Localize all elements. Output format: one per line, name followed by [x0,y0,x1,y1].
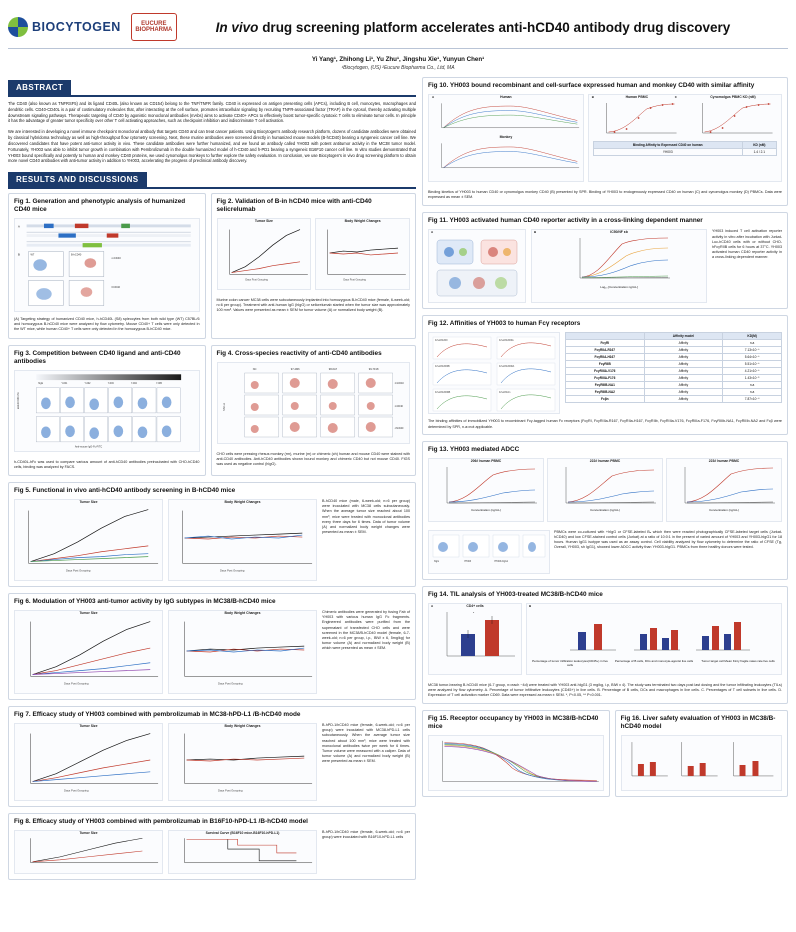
svg-text:Fc\u03b3RIIIA: Fc\u03b3RIIIA [499,365,515,369]
figure-13-panel-2-title: 222# human PBMC [589,458,621,463]
biocytogen-mark-icon [8,17,28,37]
poster-columns [8,77,788,907]
figure-5-panel [8,482,416,587]
figure-5-chart-a [14,499,163,581]
svg-text:Y-004: Y-004 [130,382,137,385]
figure-11-panel [422,212,788,309]
figure-7-caption: B-hPD-1/hCD40 mice (female, 6-week-old; n=6 per group) were inoculated with MC38-hPD-L1 cells subcutaneously. When the average tumor size reached about 100 mm³, mice were treated with monoclonal antibodies twice per week for 6 times. Tumor volume were measured with a caliper. Data of tumor volume (A) and normalized body weight (B) were presented as mean ± SEM. [322,722,410,764]
figure-10-panel [422,77,788,206]
figure-14-title: Fig 14. TIL analysis of YH003-treated MC38/B-hCD40 mice [428,590,603,598]
figure-7-title: Fig 7. Efficacy study of YH003 combined with pembrolizumab in MC38-hPD-L1 /B-hCD40 mode [14,710,301,718]
figure-10-monkey-pbmc-title: Cynomolgus PBMC KD (nM) [710,95,756,99]
figure-10-title: Fig 10. YH003 bound recombinant and cell-surface expressed human and monkey CD40 with similar affinity [428,82,755,89]
figure-4-title: Fig 4. Cross-species reactivity of anti-CD40 antibodies [216,349,382,357]
figure-13-title: Fig 13. YH003 mediated ADCC [428,445,520,453]
figure-8-title: Fig 8. Efficacy study of YH003 combined with pembrolizumab in B16F10-hPD-L1 /B-hCD40 model [14,817,308,825]
table-row: Fcβn Affinity 7.87×10⁻⁸ [566,396,782,403]
col-kd: KD(M) [723,333,782,340]
figure-13-panel [422,441,788,580]
svg-text:Fc\u03b3RIIA: Fc\u03b3RIIA [499,339,514,343]
figure-13-xlabel-1: Concentration (ng/mL) [471,507,501,512]
svg-text:A: A [17,224,20,229]
figure-11-schematic: A [428,229,526,303]
title-italic-part: In vivo [215,19,259,35]
figure-8-chart-a [14,830,163,874]
figure-13-chart-2 [547,458,663,522]
abstract-label: ABSTRACT [8,80,71,95]
svg-text:Fc\u03b3RIIB: Fc\u03b3RIIB [435,365,450,369]
figure-11-title: Fig 11. YH003 activated human CD40 reporter activity in a cross-linking dependent manner [428,217,703,225]
abstract-para-1: The CD40 (also known as TNFRSF5) and its ligand CD40L (also known as CD154) belong to the TNF/TNFR family. CD40 is expressed on antigen presenting cells (APCs), including B cell, monocytes, macrophages and dendritic cells. CD40-CD40L is a pair of costimulatory molecules that, after interacting at the cell surface, promotes intracellular signaling by recruiting TNFR-associated factor (TRAF) in the cytosol, thereby activating multiple downstream signaling pathways. Therapeutic targeting of CD40 by agonistic monoclonal antibodies (mAbs) aims to activate CD40+ APCs to effectively boost tumor-specific cytotoxic T cells to eliminate tumor cells. In principle it has the advantage of greater tumor specificity over other T cell activating approaches, such as checkpoint inhibition and indiscriminate T cell activation. [8,101,416,124]
figure-6-caption: Chimeric antibodies were generated by fusing Fab of YH003 with various human IgG Fc fragments. Engineered antibodies were purified from the supernatant of transfected CHO cells and were screened in the MC38/B-hCD40 model (female, 6-7-week-old; n=6 per group, i.p., BIW x 6, 5mg/kg) for tumor volume (A) and normalized body weight (B) which were presented as mean ± SEM. [322,609,410,651]
figure-6-chart-a [14,610,163,694]
figure-2-panel [211,193,417,339]
figure-1-panel [8,193,206,339]
figure-5-caption: B-hCD40 mice (male, 6-week-old; n=6 per group) were inoculated with MC38 cells subcutaneously. When the average tumor size reached about 100 mm³, mice were treated with monoclonal antibodies every three days for 6 times. Data of tumor volume (A) and normalized body weight changes were presented as mean ± SEM. [322,498,410,535]
svg-text:Days Post Grouping: Days Post Grouping [64,682,89,686]
figure-14-bar-chart: A CD4+ cells * [428,603,522,675]
figure-5-chart-a-title: Tumor Size [79,499,98,504]
table-row: FcγRIIA-H167 Affinity 5.64×10⁻⁶ [566,354,782,361]
svg-text:Y-005: Y-005 [156,382,162,385]
figure-13-xlabel-2: Concentration (ng/mL) [590,507,620,512]
poster-header [8,6,788,49]
figure-10-monkey-title: Monkey [499,135,513,139]
figure-10-human-title: Human [500,95,512,99]
svg-text:Days Post Grouping: Days Post Grouping [244,278,268,282]
figure-12-panel [422,315,788,434]
table-row: FcγRIIIB-NA2 Affinity n.a [566,389,782,396]
svg-text:Days Post Grouping: Days Post Grouping [343,278,367,282]
affiliation-line: ¹Biocytogen, (US) ²Eucure Biopharma Co., Ltd, MA [341,65,455,71]
svg-text:YH003: YH003 [464,560,472,563]
figure-6-title: Fig 6. Modulation of YH003 anti-tumor activity by IgG subtypes in MC38/B-hCD40 mice [14,597,276,605]
figure-8-caption: B-hPD-1/hCD40 mice (female, 6-week-old; n=6 per group) were inoculated with B16F10-hPD-L1 cells [322,829,410,840]
abstract-section-bar [8,77,416,97]
figure-10-kd-table: Binding Affinity to Expressed CD40 on human KD (nM) YH003 1.4 / 2.1 [593,141,777,156]
col-receptor [566,333,645,340]
svg-text:hCD40: hCD40 [111,286,120,290]
figure-14-subcap-1: Percentage of tumor infiltration leukocytes(CD45+) in live cells [532,658,608,667]
svg-text:WT: WT [30,253,35,257]
biocytogen-logo-text: BIOCYTOGEN [32,20,121,34]
figure-1-title: Fig 1. Generation and phenotypic analysis of humanized CD40 mice [14,198,186,214]
svg-text:YH003-hIgG1: YH003-hIgG1 [494,560,509,563]
svg-text:SSC-A: SSC-A [222,402,226,411]
figure-7-chart-a [14,723,163,801]
figure-3-caption: h-CD40L-hFc was used to compare various amount of anti-hCD40 antibodies preincubated with CHO-hCD40 cells, binding was analyzed by FACS. [14,459,200,469]
figure-15-image [428,735,604,791]
figure-7-chart-b [168,723,317,801]
figure-14-panel [422,586,788,705]
svg-text:*: * [473,610,475,615]
figure-7-chart-a-title: Tumor Size [79,723,98,728]
svg-text:rmCD40: rmCD40 [394,381,404,385]
figure-10-caption: Binding kinetics of YH003 to human CD40 or cynomolgus monkey CD40 (B) presented by SPR. Binding of YH003 to endogenously expressed CD40 on human (C) and cynomolgus monkey (D) PBMCs. Data were expressed as mean ± SEM. [428,190,782,200]
svg-text:Fc\u03b3RIIIB: Fc\u03b3RIIIB [435,391,451,395]
figure-6-chart-a-title: Tumor Size [79,610,98,615]
affinity-table-body [566,340,782,403]
figure-2-chart-a [217,218,312,290]
svg-text:Y-002: Y-002 [84,382,91,385]
svg-text:chCD40: chCD40 [394,426,403,430]
figure-6-chart-b-title: Body Weight Changes [224,610,261,615]
svg-text:Fc\u03b3RI: Fc\u03b3RI [435,339,448,343]
figure-12-title: Fig 12. Affinities of YH003 to human Fcγ receptors [428,320,581,328]
figure-14-subcap-3: Tumor target cell Mean Kinty fragile nates rate live cells [701,658,775,663]
figure-16-image [621,735,782,791]
figure-3-image [14,370,200,452]
svg-text:Days Post Grouping: Days Post Grouping [218,789,243,793]
svg-text:B-hCD40: B-hCD40 [71,253,82,257]
figure-8-chart-a-title: Tumor Size [79,830,98,835]
figure-6-chart-b [168,610,317,694]
figure-1-caption: (A) Targeting strategy of humanized CD40 mice, h-hCD40L (S8) spleocytes from both wild type (WT) C57BL/6 and homozygous B-hCD40 mice were analyzed by flow cytometry. Mouse CD40+ T cells were only detected in the WT mice, while human CD40+ T cells were only detected in the homozygous B-hCD40 mice. [14,317,200,332]
svg-text:Y-001: Y-001 [61,382,68,385]
figure-12-affinity-table [565,332,782,403]
results-label: RESULTS AND DISCUSSIONS [8,172,147,187]
figure-13-flow-panel [428,530,550,574]
biocytogen-logo [8,17,121,37]
figure-5-chart-b [168,499,317,581]
figure-8-chart-b-title: Survival Curve (B16F10 mice-B16F10-hPD-L1) [205,830,280,835]
figure-14-caption: MC38 tumor-bearing B-hCD40 mice (6-7 group, n=each ~4d) were treated with YH003 anti-hIgG1 (3 mg/kg, i.p, BIW x 4). The study was terminated two days post last dosing and the tumor infiltrating leukocytes (TILs) were analyzed by flow cytometry. A. Percentage of tumor infiltrative leukocytes (CD45+) in live cells. B. Percentage of B cells, DCs and macrophages in live cells. C. Percentages of T cell subsets in live cells. D. Expression of T cell activation marker CD69. Data were expressed as mean ± SEM. *, P<0.05, ** P<0.001. [428,682,782,698]
results-section-bar [8,169,416,189]
svg-text:99-7F18: 99-7F18 [368,367,378,371]
logo-group [8,13,198,41]
svg-text:Days Post Grouping: Days Post Grouping [65,569,91,573]
col-model: Affinity model [644,333,723,340]
figure-13-panel-1-title: 206# human PBMC [470,458,502,463]
abstract-text [8,101,416,164]
svg-text:Fc\u03b2n: Fc\u03b2n [499,391,511,395]
figure-4-caption: CHO cells were pressing rhesus monkey (rm), murine (m) or chimeric (ch) human and mouse CD40 were stained with anti-CD40 antibodies. Anti-hCD40 antibodies shown bound monkey and chimeric CD40 but not mouse CD40. FIGS was used as negative control (hIgG). [216,451,410,466]
figure-8-chart-b [168,830,317,874]
figure-6-panel [8,593,416,700]
figure-15-title: Fig 15. Receptor occupancy by YH003 in MC38/B-hCD40 mice [428,715,599,731]
svg-text:Y-003: Y-003 [107,382,114,385]
figure-11-caption: YH003 induced T cell activation reporter activity in vitro after incubation with Jurkat-Luc-hCD40 cells with or without CHO-hFcγRIIB cells for 6 hours at 37°C. YH003 activated human CD40 reporter activity in a cross-linking dependent manner. [712,229,782,260]
figure-2-chart-a-title: Tumor Size [254,219,273,224]
figure-16-title: Fig 16. Liver safety evaluation of YH003 in MC38/B-hCD40 model [620,715,776,731]
eucure-logo-text: EUCURE BIOPHARMA [135,20,173,33]
svg-text:Days Post Grouping: Days Post Grouping [219,569,245,573]
page-title [198,20,788,35]
svg-text:hIgG: hIgG [38,382,44,385]
figure-3-title: Fig 3. Competition between CD40 ligand and anti-CD40 antibodies [14,349,181,365]
svg-text:B: B [17,252,20,257]
figure-14-til-panels: B Percentage of tumor infiltration leukocytes(CD45+) in live cells Percentage of B cells, DCs and monocyte-agonist live cells Tumor target cell Mean Kinty fragile nates rate live cells [526,603,782,675]
svg-text:Days Post Grouping: Days Post Grouping [64,789,89,793]
figure-13-chart-1 [428,458,544,522]
figure-10-pbmc-charts: B C Human PBMC Cynomolgus PBMC KD (nM) Binding Affinity to Expressed CD40 on human KD (nM) YH003 1.4 / 2.1 [588,94,782,182]
figure-13-chart-3 [666,458,782,522]
figure-12-caption: The binding affinities of immobilized YH003 to recombinant Fcγ-tagged human Fc receptors (FcγRI, FcγRIIIa-R167, FcγRIIa-H167, FcγRIIb, FcγRIIIa-V176, FcγRIIIa-F176, FcγRIIIb-NA1, FcγRIIIb-NA2 and Fcβ were determined by SPR, n.a=not applicable. [428,419,782,429]
svg-text:Anti-mouse IgG-Fc-FITC: Anti-mouse IgG-Fc-FITC [74,445,103,449]
table-row: FcγRIIB Affinity 5.51×10⁻⁶ [566,361,782,368]
svg-text:NC: NC [252,367,256,371]
table-row: FcγRIIIA-V176 Affinity 4.21×10⁻⁶ [566,368,782,375]
svg-text:97-4M6: 97-4M6 [290,367,300,371]
title-rest: drug screening platform accelerates anti-hCD40 antibody drug discovery [258,19,731,35]
figure-14-chart-title: CD4+ cells [466,603,484,608]
figure-2-caption: Murine colon cancer MC38 cells were subcutaneously implanted into homozygous B-hCD40 mice (female, 6-week-old; n=6 per group). Treatment with anti-human IgG (hIgG) or selicrelumab started when the tumor size was approximately 100 mm³. Values were presented as mean ± SEM for tumor volume (A) or normalized body weight (B). [216,298,410,313]
right-column [422,77,788,907]
figure-8-panel [8,813,416,880]
figure-2-chart-b-title: Body Weight Changes [344,219,381,224]
figure-1-image [14,218,200,312]
svg-text:mCD40: mCD40 [394,404,403,408]
figure-12-spr-grid [428,332,560,414]
figure-10-human-pbmc-title: Human PBMC [625,95,649,99]
table-row: FcγRI Affinity n.a [566,340,782,347]
svg-text:98-6A7: 98-6A7 [328,367,337,371]
left-column [8,77,416,907]
figure-4-panel [211,345,417,476]
figure-11-xlabel: Log₁₀ [Concentration ng/mL] [600,285,638,290]
figure-7-panel [8,706,416,807]
figure-13-caption: PBMCs were co-cultured with +hIgG or CFSE-labeled Bₐ which then were reacted photographically CFSE-labeled target cells (Jurkat-hCD40) and low CFSE-stained control cells (Jurkat) at a ratio of 10:0:1 in the present of varied amount of YH003 and YH003-hIgG1 for 18 hours. Human IgG1 isotype was used as an assay control. Cell viability analyzed by flow cytometry to determine the ratio of CFSE (Tg, Overall, YH003, sh IgG1), showed lower ADCC activity than YH003-hIgG1. PBMCs from three healthy donors were tested. [554,529,782,550]
author-line: Yi Yang¹, Zhihong Li¹, Yu Zhu¹, Jingshu Xie¹, Yunyun Chen¹ [311,56,485,63]
svg-text:hIgG: hIgG [434,560,439,563]
table-row: FcγRIIIA-F176 Affinity 1.43×10⁻⁵ [566,375,782,382]
abstract-para-2: We are interested in developing a novel immune checkpoint monoclonal antibody that targets CD40 and can treat cancer patients. Using Biocytogen's antibody research platform, dozens of candidate antibodies were obtained by classical hybridoma technology as well as high-throughput flow cytometry screening. Next, these murine antibodies were screened directly in humanized mouse models (B-hCD40) bearing a syngeneic cancer cell line. We discovered candidates that have potent anti-tumor activity in vivo. These candidate antibodies were further humanized, and we found an antibody called YH003 with potent antitumor activity in the MC38 tumor model. Fortunately, YH003 was able to inhibit tumor growth in combination with Pembrolizumab in the double humanized model of h-CD40 and h-PD1 bearing a syngeneic B16F10 cancer cell line. In vitro studies demonstrated that YH003 bound specifically and potently to human and monkey CD40 proteins, we used cynomolgus monkeys to further explore the safety evaluation. In conclusion, we use Biocytogen's in vivo drug screening platform to obtain more novel CD40 antibodies with anti-tumor activity in addition to YH003, accelerating the progress of preclinical antibody discovery. [8,129,416,164]
figure-3-panel [8,345,206,476]
figure-13-xlabel-3: Concentration (ng/mL) [709,507,739,512]
svg-text:anti-hCD40-PE: anti-hCD40-PE [16,391,20,409]
table-row: FcγRIIA-R167 Affinity 7.13×10⁻⁶ [566,347,782,354]
eucure-logo [131,13,177,41]
figure-2-chart-b [315,218,410,290]
figure-13-panel-3-title: 223# human PBMC [708,458,740,463]
figure-10-spr-charts: A Human Monkey [428,94,584,182]
table-row: FcγRIIIB-NA1 Affinity n.a [566,382,782,389]
figure-16-panel [615,710,788,797]
figure-5-title: Fig 5. Functional in vivo anti-hCD40 antibody screening in B-hCD40 mice [14,486,236,494]
figure-4-image [217,362,411,444]
figure-11-chart-title: IC50/NF κb [610,230,628,235]
figure-5-chart-b-title: Body Weight Changes [224,499,261,504]
figure-15-panel [422,710,610,797]
figure-11-chart: B IC50/NF κb Log₁₀ [Concentration ng/mL] [531,229,707,303]
svg-text:mCD40: mCD40 [111,257,121,261]
svg-text:Days Post Grouping: Days Post Grouping [218,682,243,686]
figure-7-chart-b-title: Body Weight Changes [224,723,261,728]
figure-14-subcap-2: Percentage of B cells, DCs and monocyte-agonist live cells [614,658,694,663]
table-header-row [566,333,782,340]
figure-2-title: Fig 2. Validation of B-in hCD40 mice with anti-CD40 selicrelumab [216,198,372,214]
